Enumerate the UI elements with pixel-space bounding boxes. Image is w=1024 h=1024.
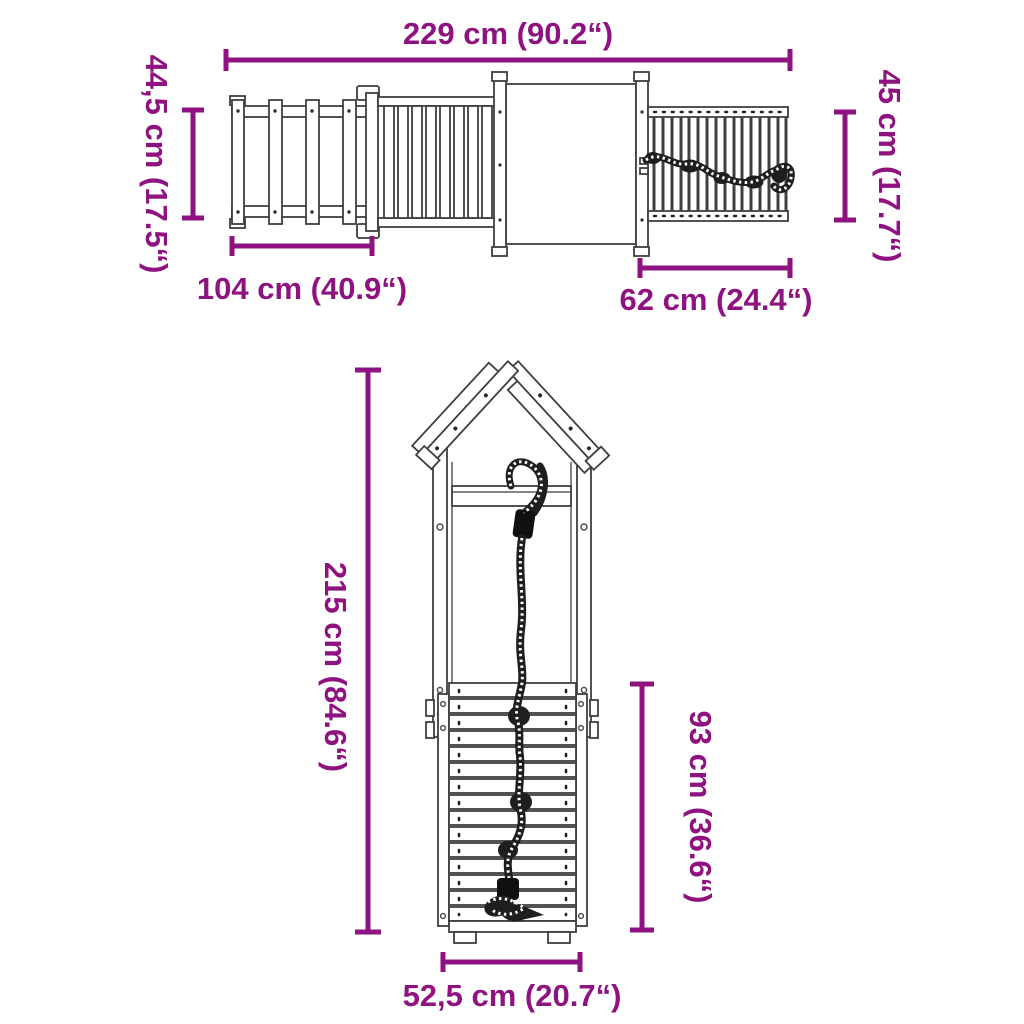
tower-plan [492,72,649,256]
label-base-width: 52,5 cm (20.7“) [402,978,622,1013]
label-wall-depth: 45 cm (17.7“) [872,69,907,263]
ramp-plan [357,86,498,238]
label-total-width: 229 cm (90.2“) [402,16,614,51]
label-total-height: 215 cm (84.6“) [318,561,353,773]
label-ladder-width: 104 cm (40.9“) [196,271,408,306]
label-wall-height: 93 cm (36.6“) [683,710,718,904]
label-wall-width: 62 cm (24.4“) [619,282,813,317]
label-ladder-depth: 44,5 cm (17.5“) [139,54,174,274]
